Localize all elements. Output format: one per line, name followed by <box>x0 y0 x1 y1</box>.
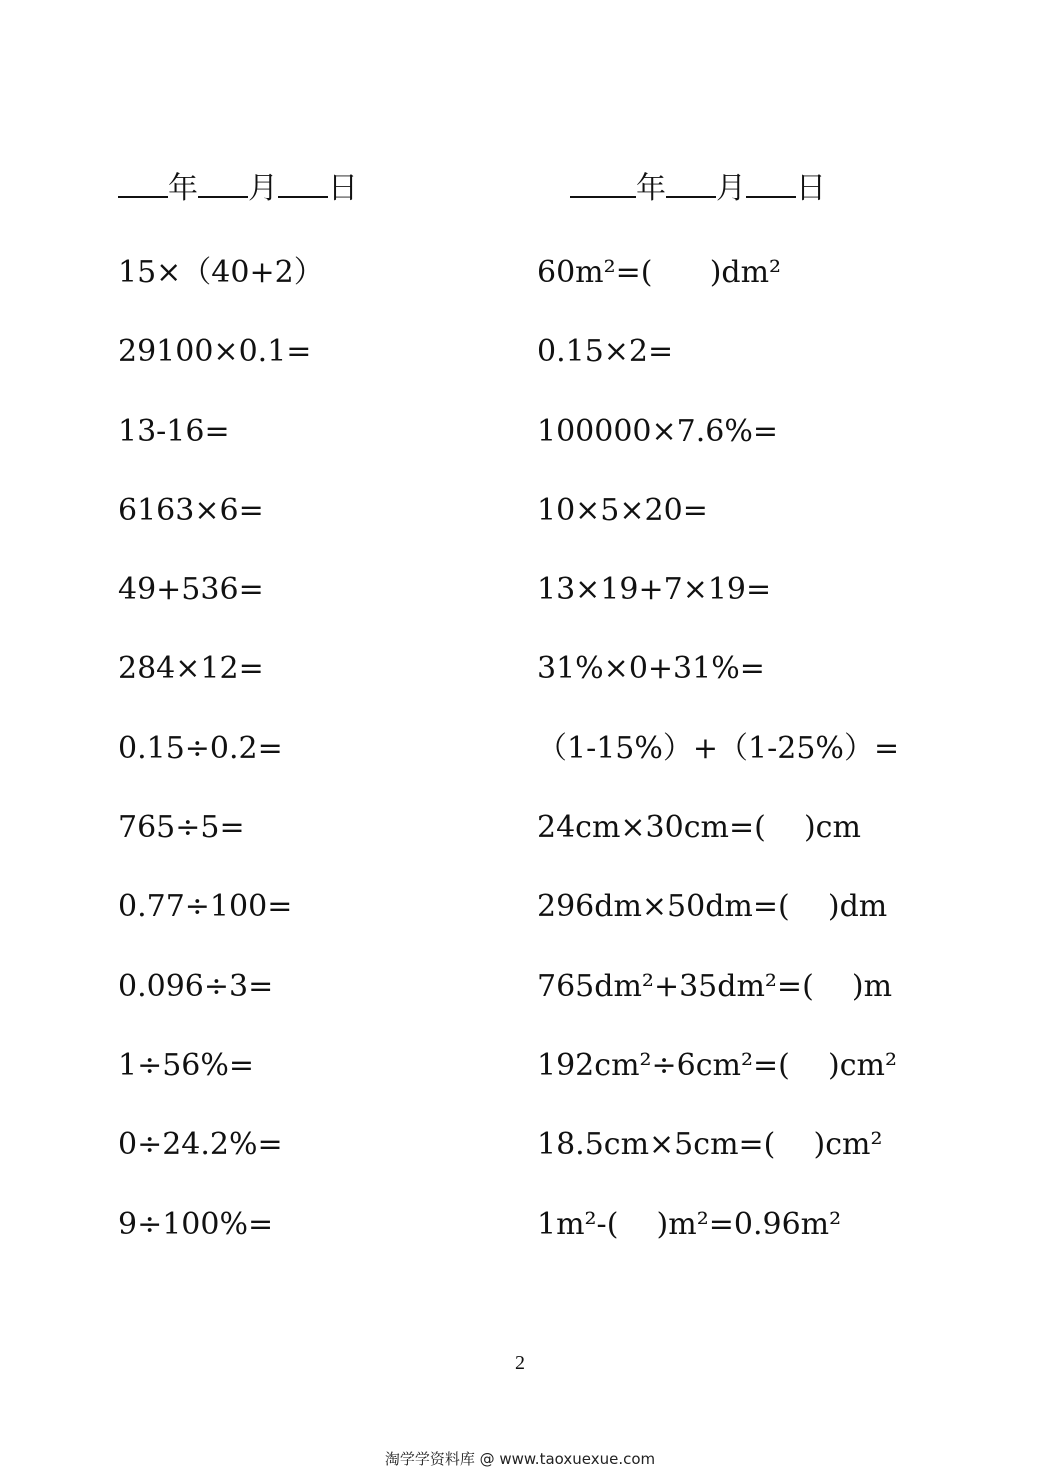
math-problem: 60m²=( )dm² <box>537 255 782 290</box>
date-header-left <box>118 168 358 208</box>
month-label: 月 <box>716 171 746 206</box>
math-problem: 0÷24.2%= <box>118 1127 283 1163</box>
math-problem: 0.15÷0.2= <box>118 730 283 766</box>
math-problem: 29100×0.1= <box>118 334 312 370</box>
math-problem: 1÷56%= <box>118 1047 255 1083</box>
problems-right-column <box>537 248 977 1279</box>
year-label: 年 <box>636 171 666 206</box>
math-problem: 100000×7.6%= <box>537 413 779 449</box>
year-blank <box>118 168 168 198</box>
month-label: 月 <box>248 171 278 206</box>
math-problem: 6163×6= <box>118 492 264 528</box>
day-label: 日 <box>796 171 826 206</box>
math-problem: 9÷100%= <box>118 1206 274 1242</box>
problems-left-column <box>118 248 558 1279</box>
math-problem: 13×19+7×19= <box>537 572 772 608</box>
day-blank <box>278 168 328 198</box>
date-header-right <box>570 168 826 208</box>
day-blank <box>746 168 796 198</box>
math-problem: （1-15%）+（1-25%）= <box>537 730 900 766</box>
year-blank <box>570 168 636 198</box>
math-problem: 10×5×20= <box>537 492 708 528</box>
day-label: 日 <box>328 171 358 206</box>
math-problem: 1m²-( )m²=0.96m² <box>537 1206 842 1242</box>
math-problem: 24cm×30cm=( )cm <box>537 810 861 846</box>
math-problem: 0.15×2= <box>537 334 674 370</box>
page-number: 2 <box>515 1352 525 1374</box>
math-problem: 49+536= <box>118 572 264 608</box>
math-problem: 15×（40+2） <box>118 255 324 290</box>
math-problem: 18.5cm×5cm=( )cm² <box>537 1127 883 1163</box>
site-watermark: 淘学学资料库 @ www.taoxuexue.com <box>384 1450 656 1468</box>
math-problem: 13-16= <box>118 413 230 449</box>
math-problem: 765÷5= <box>118 810 245 846</box>
math-problem: 31%×0+31%= <box>537 651 765 687</box>
math-problem: 765dm²+35dm²=( )m <box>537 968 893 1004</box>
math-problem: 0.096÷3= <box>118 968 274 1004</box>
math-problem: 296dm×50dm=( )dm <box>537 889 888 925</box>
month-blank <box>198 168 248 198</box>
month-blank <box>666 168 716 198</box>
math-problem: 192cm²÷6cm²=( )cm² <box>537 1047 897 1083</box>
math-problem: 0.77÷100= <box>118 889 293 925</box>
year-label: 年 <box>168 171 198 206</box>
math-problem: 284×12= <box>118 651 264 687</box>
